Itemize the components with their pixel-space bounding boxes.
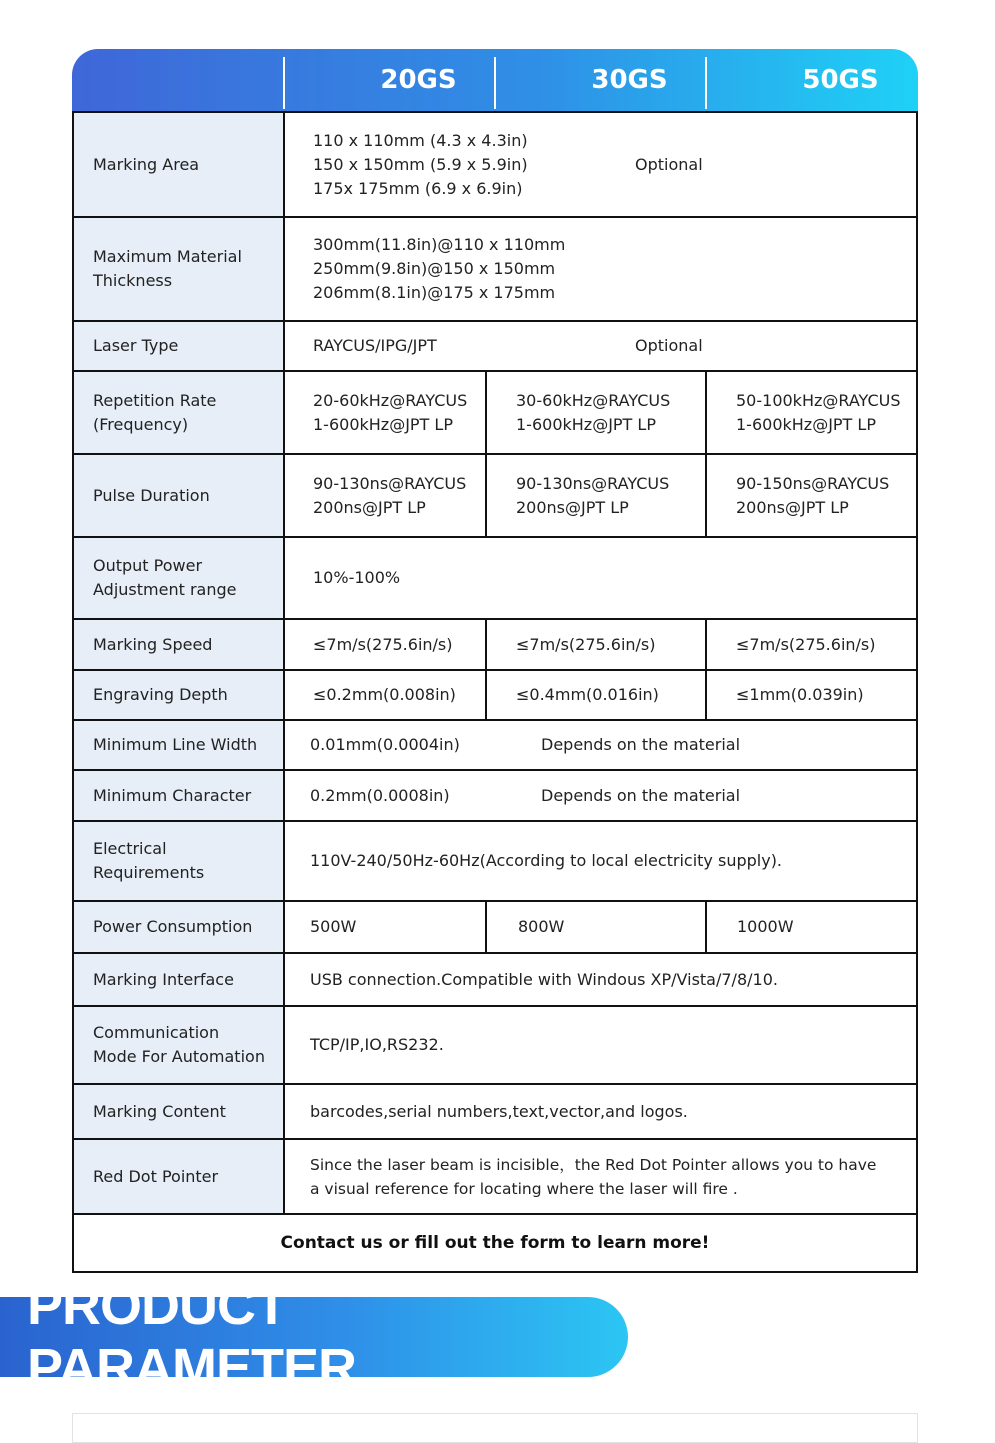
row-label: Laser Type [74,322,285,370]
row-label: Electrical Requirements [74,822,285,900]
row-label: Power Consumption [74,902,285,952]
row-content [285,218,916,320]
table-row [74,719,916,769]
row-value: 110 x 110mm (4.3 x 4.3in) 150 x 150mm (5.9 x 5.9in) 175x 175mm (6.9 x 6.9in) [313,130,528,198]
row-content [285,620,916,669]
cell-50gs: ≤7m/s(275.6in/s) [736,634,876,654]
cell-30gs: 800W [487,902,707,952]
contact-footer: Contact us or fill out the form to learn more! [74,1213,916,1271]
table-row [74,900,916,952]
row-value: TCP/IP,IO,RS232. [310,1035,444,1054]
row-label: Engraving Depth [74,671,285,719]
table-row [74,453,916,536]
table-row [74,669,916,719]
row-label: Communication Mode For Automation [74,1007,285,1083]
row-value: Since the laser beam is incisible，the Red Dot Pointer allows you to have a visual reference for locating where the laser will fire . [310,1155,877,1198]
row-label: Maximum Material Thickness [74,218,285,320]
cell-20gs: ≤0.2mm(0.008in) [285,671,487,719]
row-value: 110V-240/50Hz-60Hz(According to local electricity supply). [310,851,783,870]
cell-20gs: ≤7m/s(275.6in/s) [285,620,487,669]
cell-30gs: 90-130ns@RAYCUS 200ns@JPT LP [487,455,707,536]
model-20gs: 20GS [380,65,457,95]
row-content [285,822,916,900]
row-note: Depends on the material [541,785,741,805]
row-content [285,455,916,536]
table-row [74,111,916,216]
cell-50gs: ≤1mm(0.039in) [736,685,864,704]
row-value: 300mm(11.8in)@110 x 110mm 250mm(9.8in)@150 x 150mm 206mm(8.1in)@175 x 175mm [313,235,566,302]
table-row [74,952,916,1005]
row-content [285,771,916,820]
row-value: barcodes,serial numbers,text,vector,and logos. [310,1101,688,1121]
table-body [72,111,918,1273]
spec-table [72,49,918,1273]
row-note: Depends on the material [541,735,741,754]
row-label: Marking Speed [74,620,285,669]
cell-30gs: 30-60kHz@RAYCUS 1-600kHz@JPT LP [487,372,707,453]
table-row [74,820,916,900]
cell-50gs: 50-100kHz@RAYCUS 1-600kHz@JPT LP [736,390,901,434]
model-50gs: 50GS [802,65,879,95]
row-label: Marking Area [74,113,285,216]
table-row [74,370,916,453]
row-label: Minimum Line Width [74,721,285,769]
banner-title: PRODUCT PARAMETER [27,1276,357,1398]
row-value: RAYCUS/IPG/JPT [313,336,437,355]
row-content [285,372,916,453]
row-value: 10%-100% [313,568,401,587]
cell-20gs: 20-60kHz@RAYCUS 1-600kHz@JPT LP [285,372,487,453]
row-note: Optional [635,154,703,174]
row-note: Optional [635,336,703,355]
table-header [72,49,918,111]
cell-50gs: 1000W [737,917,794,936]
table-row [74,1083,916,1138]
product-parameter-banner [0,1276,628,1398]
row-content [285,954,916,1005]
row-label: Minimum Character [74,771,285,820]
table-row [74,1138,916,1213]
row-label: Marking Content [74,1085,285,1138]
row-content [285,1085,916,1138]
next-section-card [72,1413,918,1443]
table-row [74,536,916,618]
row-content [285,902,916,952]
table-row [74,216,916,320]
row-value: 0.2mm(0.0008in) [310,785,450,805]
row-value: 0.01mm(0.0004in) [310,735,460,754]
table-row [74,1005,916,1083]
row-label: Output Power Adjustment range [74,538,285,618]
cell-30gs: ≤0.4mm(0.016in) [487,671,707,719]
row-content [285,721,916,769]
row-content [285,322,916,370]
row-label: Marking Interface [74,954,285,1005]
table-row [74,320,916,370]
row-content [285,113,916,216]
header-divider [283,57,285,109]
row-label: Repetition Rate (Frequency) [74,372,285,453]
row-content [285,1140,916,1213]
cell-50gs: 90-150ns@RAYCUS 200ns@JPT LP [736,473,890,517]
row-value: USB connection.Compatible with Windous XP/Vista/7/8/10. [310,969,778,989]
cell-20gs: 500W [285,902,487,952]
table-row [74,769,916,820]
model-30gs: 30GS [591,65,668,95]
cell-20gs: 90-130ns@RAYCUS 200ns@JPT LP [285,455,487,536]
row-content [285,671,916,719]
row-label: Pulse Duration [74,455,285,536]
row-content [285,1007,916,1083]
table-row [74,618,916,669]
row-content [285,538,916,618]
cell-30gs: ≤7m/s(275.6in/s) [487,620,707,669]
row-label: Red Dot Pointer [74,1140,285,1213]
